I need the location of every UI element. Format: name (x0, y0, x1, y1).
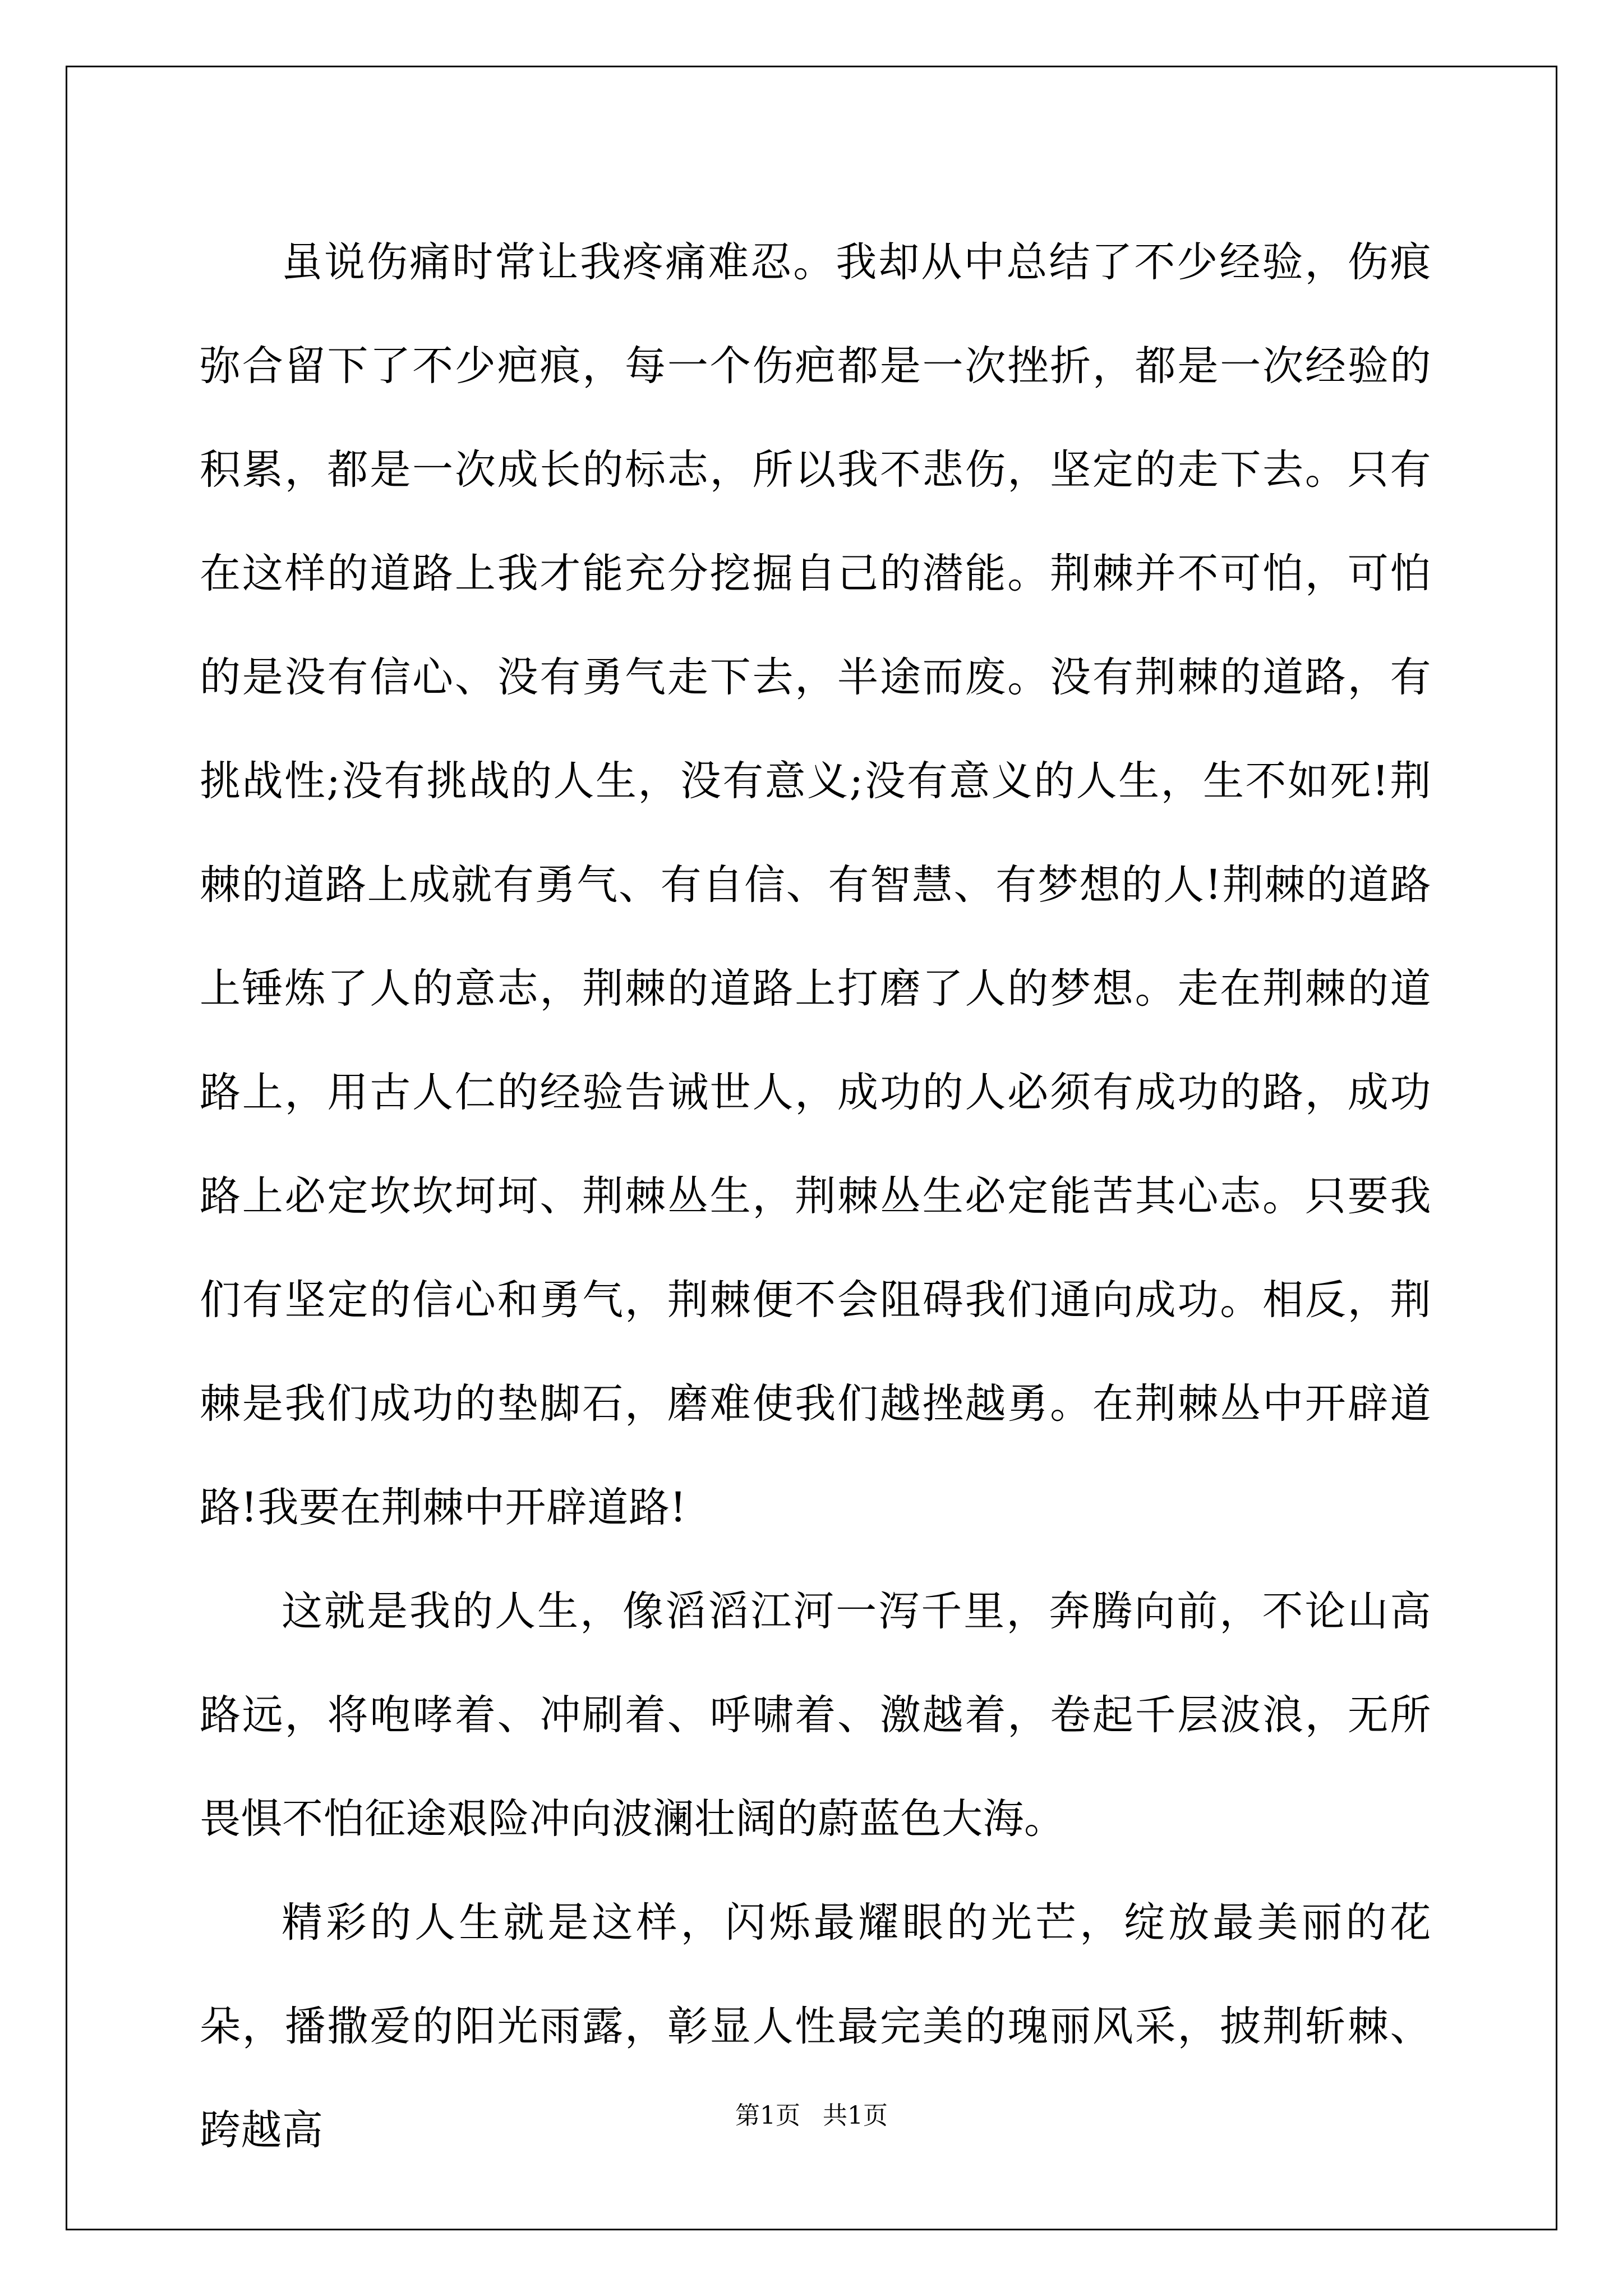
page-total: 共1页 (823, 2101, 888, 2130)
document-body (200, 210, 1431, 2182)
page-footer (0, 2095, 1623, 2131)
paragraph-1: 虽说伤痛时常让我疼痛难忍。我却从中总结了不少经验，伤痕弥合留下了不少疤痕，每一个伤疤都是一次挫折，都是一次经验的积累，都是一次成长的标志，所以我不悲伤，坚定的走下去。只有在这样的道路上我才能充分挖掘自己的潜能。荆棘并不可怕，可怕的是没有信心、没有勇气走下去，半途而废。没有荆棘的道路，有挑战性;没有挑战的人生，没有意义;没有意义的人生，生不如死!荆棘的道路上成就有勇气、有自信、有智慧、有梦想的人!荆棘的道路上锤炼了人的意志，荆棘的道路上打磨了人的梦想。走在荆棘的道路上，用古人仁的经验告诫世人，成功的人必须有成功的路，成功路上必定坎坎坷坷、荆棘丛生，荆棘丛生必定能苦其心志。只要我们有坚定的信心和勇气，荆棘便不会阻碍我们通向成功。相反，荆棘是我们成功的垫脚石，磨难使我们越挫越勇。在荆棘丛中开辟道路!我要在荆棘中开辟道路! (200, 238, 1431, 1531)
paragraph-3: 精彩的人生就是这样，闪烁最耀眼的光芒，绽放最美丽的花朵，播撒爱的阳光雨露，彰显人性最完美的瑰丽风采，披荆斩棘、跨越高 (200, 1899, 1431, 2154)
paragraph-2: 这就是我的人生，像滔滔江河一泻千里，奔腾向前，不论山高路远，将咆哮着、冲刷着、呼啸着、激越着，卷起千层波浪，无所畏惧不怕征途艰险冲向波澜壮阔的蔚蓝色大海。 (200, 1588, 1431, 1843)
page-number: 第1页 (735, 2101, 800, 2130)
